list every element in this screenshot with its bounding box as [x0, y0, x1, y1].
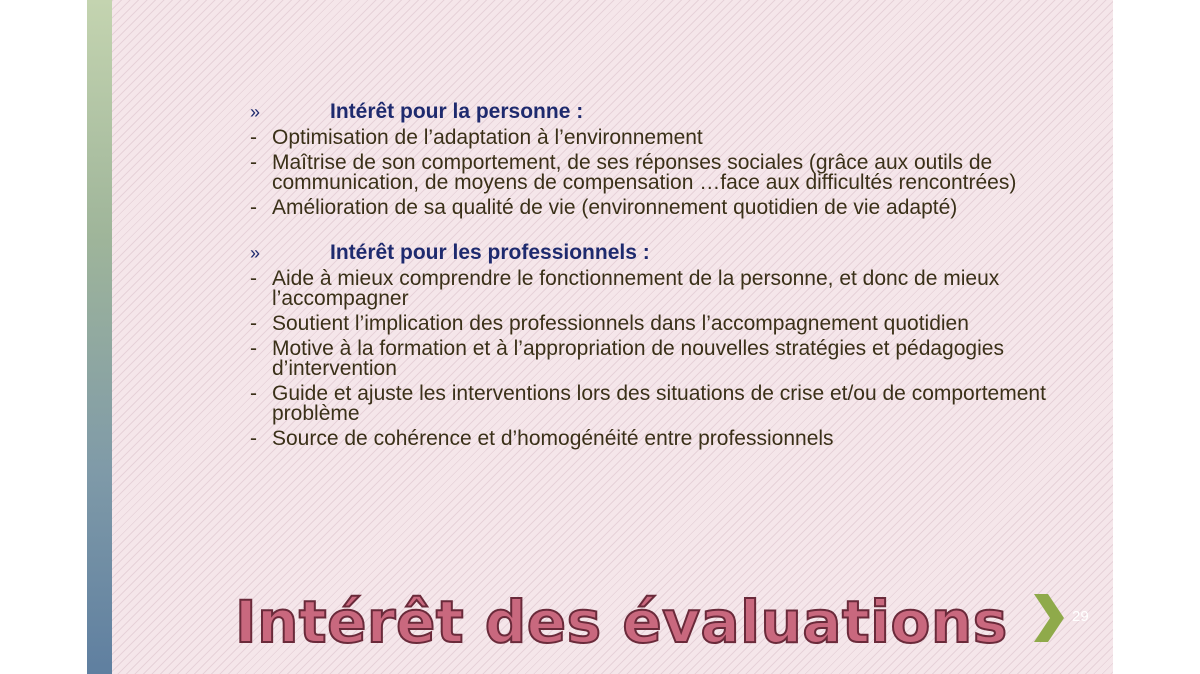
list-item-text: Optimisation de l’adaptation à l’environnement — [272, 126, 703, 149]
list-item-text: Guide et ajuste les interventions lors des situations de crise et/ou de comportement problème — [272, 382, 1046, 425]
section-heading-professionnels — [250, 243, 1070, 263]
spacer — [250, 223, 1070, 243]
list-item — [250, 198, 1070, 218]
list-item-text: Amélioration de sa qualité de vie (environnement quotidien de vie adapté) — [272, 196, 958, 219]
list-item-text: Aide à mieux comprendre le fonctionnement de la personne, et donc de mieux l’accompagner — [272, 267, 1000, 310]
list-item — [250, 429, 1070, 449]
list-item-text: Maîtrise de son comportement, de ses réponses sociales (grâce aux outils de communication, de moyens de compensation …face aux difficultés rencontrées) — [272, 151, 1017, 194]
list-dash: - — [250, 267, 257, 290]
slide-title: Intérêt des évaluations — [235, 588, 1008, 656]
bullet-chevron: » — [250, 243, 261, 263]
slide-content — [250, 102, 1070, 454]
list-item-text: Source de cohérence et d’homogénéité entre professionnels — [272, 427, 834, 450]
bullet-list-professionnels — [250, 269, 1070, 449]
bullet-chevron: » — [250, 102, 261, 122]
list-dash: - — [250, 312, 257, 335]
list-dash: - — [250, 196, 257, 219]
section-title: Intérêt pour les professionnels : — [330, 241, 650, 264]
list-item — [250, 128, 1070, 148]
list-item — [250, 153, 1070, 193]
list-item — [250, 314, 1070, 334]
list-dash: - — [250, 126, 257, 149]
chevron-right-icon[interactable] — [1032, 592, 1066, 644]
list-item — [250, 339, 1070, 379]
page-number: 29 — [1072, 608, 1089, 625]
list-item-text: Motive à la formation et à l’appropriation de nouvelles stratégies et pédagogies d’intervention — [272, 337, 1004, 380]
list-item-text: Soutient l’implication des professionnels dans l’accompagnement quotidien — [272, 312, 969, 335]
section-title: Intérêt pour la personne : — [330, 100, 584, 123]
list-dash: - — [250, 427, 257, 450]
section-heading-personne — [250, 102, 1070, 122]
list-dash: - — [250, 151, 257, 174]
slide — [87, 0, 1113, 674]
list-item — [250, 269, 1070, 309]
list-dash: - — [250, 337, 257, 360]
list-item — [250, 384, 1070, 424]
list-dash: - — [250, 382, 257, 405]
decorative-side-bar — [87, 0, 112, 674]
bullet-list-personne — [250, 128, 1070, 218]
